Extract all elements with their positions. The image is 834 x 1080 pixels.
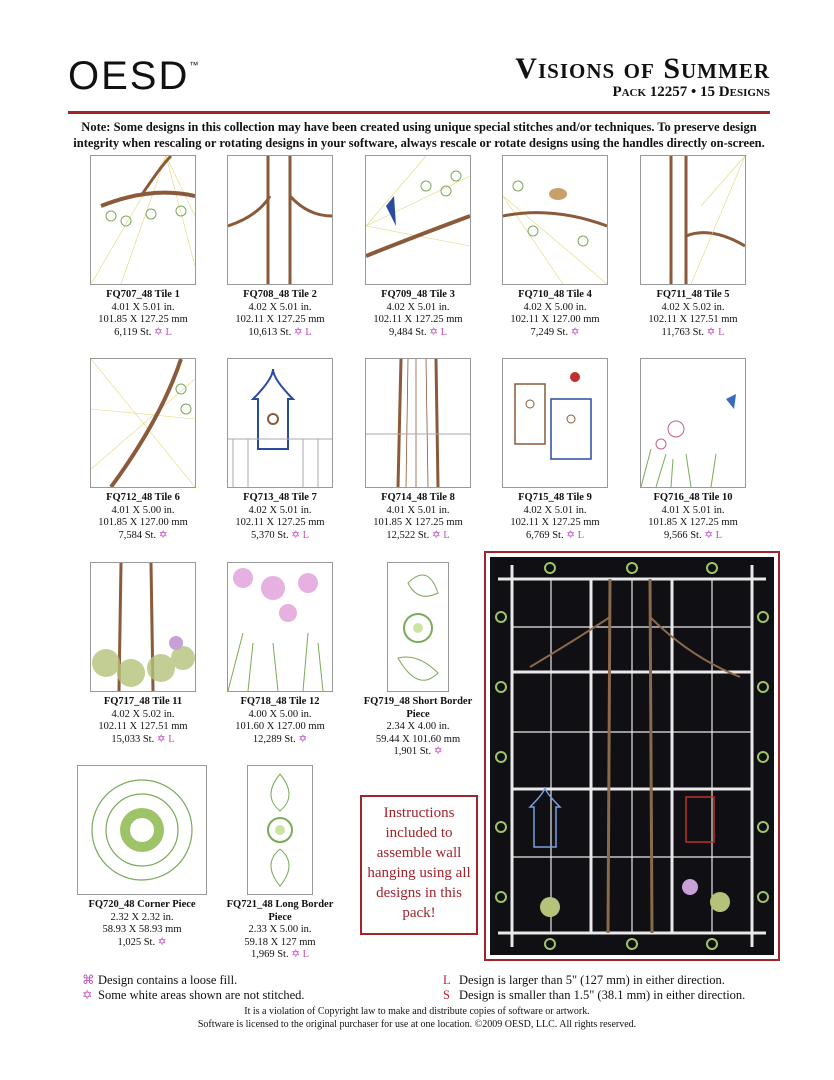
tile-thumbnail [247,765,313,895]
footer [0,1005,834,1031]
design-tile-10[interactable]: FQ716_48 Tile 10 4.01 X 5.01 in. 101.85 X 127.25 mm 9,566 St. ✡ L [636,358,750,542]
legend-smaller: S Design is smaller than 1.5" (38.1 mm) in either direction. [443,988,746,1002]
tile-thumbnail [90,358,196,488]
tile-thumbnail [502,358,608,488]
tile-thumbnail [640,155,746,285]
wall-hanging-preview [484,551,780,961]
design-tile-4[interactable]: FQ710_48 Tile 4 4.02 X 5.00 in. 102.11 X 127.00 mm 7,249 St. ✡ [498,155,612,339]
page-subtitle: Pack 12257 • 15 Designs [612,84,770,100]
design-tile-7[interactable]: FQ713_48 Tile 7 4.02 X 5.01 in. 102.11 X 127.25 mm 5,370 St. ✡ L [223,358,337,542]
design-tile-12[interactable]: FQ718_48 Tile 12 4.00 X 5.00 in. 101.60 X 127.00 mm 12,289 St. ✡ [223,562,337,746]
design-tile-8[interactable]: FQ714_48 Tile 8 4.01 X 5.01 in. 101.85 X 127.25 mm 12,522 St. ✡ L [361,358,475,542]
design-tile-1[interactable]: FQ707_48 Tile 1 4.01 X 5.01 in. 101.85 X 127.25 mm 6,119 St. ✡ L [86,155,200,339]
footer-copyright-line-2: Software is licensed to the original purchaser for use at one location. ©2009 OESD, LLC. All rights reserved. [197,1019,637,1030]
tile-thumbnail [365,358,471,488]
tile-thumbnail [502,155,608,285]
tile-thumbnail [90,155,196,285]
oesd-logo: OESD™ [68,54,201,98]
design-tile-9[interactable]: FQ715_48 Tile 9 4.02 X 5.01 in. 102.11 X 127.25 mm 6,769 St. ✡ L [498,358,612,542]
design-tile-11[interactable]: FQ717_48 Tile 11 4.02 X 5.02 in. 102.11 X 127.51 mm 15,033 St. ✡ L [86,562,200,746]
tile-thumbnail [77,765,207,895]
page-title-block [515,52,770,101]
design-tile-14[interactable]: FQ720_48 Corner Piece 2.32 X 2.32 in. 58.93 X 58.93 mm 1,025 St. ✡ [70,765,214,949]
tile-thumbnail [90,562,196,692]
tile-thumbnail [227,155,333,285]
tile-thumbnail [227,358,333,488]
wall-hanging-image [490,557,774,955]
header-rule [68,111,770,114]
tile-thumbnail [227,562,333,692]
note-text: Note: Some designs in this collection may have been created using unique special stitches and/or techniques. To preserve design integrity when rescaling or rotating designs in your software, always rescale or rotate designs using the handles directly on-screen. [73,120,765,150]
legend-white-areas: ✡ Some white areas shown are not stitched. [82,988,305,1002]
legend-loose-fill: ⌘ Design contains a loose fill. [82,973,238,987]
design-tile-6[interactable]: FQ712_48 Tile 6 4.01 X 5.00 in. 101.85 X 127.00 mm 7,584 St. ✡ [86,358,200,542]
tile-thumbnail [365,155,471,285]
legend-larger: L Design is larger than 5" (127 mm) in either direction. [443,973,725,987]
footer-copyright-line-1: It is a violation of Copyright law to make and distribute copies of software or artwork. [244,1006,590,1017]
tile-thumbnail [640,358,746,488]
design-tile-2[interactable]: FQ708_48 Tile 2 4.02 X 5.01 in. 102.11 X 127.25 mm 10,613 St. ✡ L [223,155,337,339]
tile-thumbnail [387,562,449,692]
instructions-callout: Instructions included to assemble wall hanging using all designs in this pack! [360,795,478,935]
page-title: Visions of Summer [515,52,770,85]
design-tile-5[interactable]: FQ711_48 Tile 5 4.02 X 5.02 in. 102.11 X 127.51 mm 11,763 St. ✡ L [636,155,750,339]
design-tile-3[interactable]: FQ709_48 Tile 3 4.02 X 5.01 in. 102.11 X 127.25 mm 9,484 St. ✡ L [361,155,475,339]
design-tile-15[interactable]: FQ721_48 Long Border Piece 2.33 X 5.00 in. 59.18 X 127 mm 1,969 St. ✡ L [224,765,336,962]
design-tile-13[interactable]: FQ719_48 Short Border Piece 2.34 X 4.00 in. 59.44 X 101.60 mm 1,901 St. ✡ [361,562,475,759]
